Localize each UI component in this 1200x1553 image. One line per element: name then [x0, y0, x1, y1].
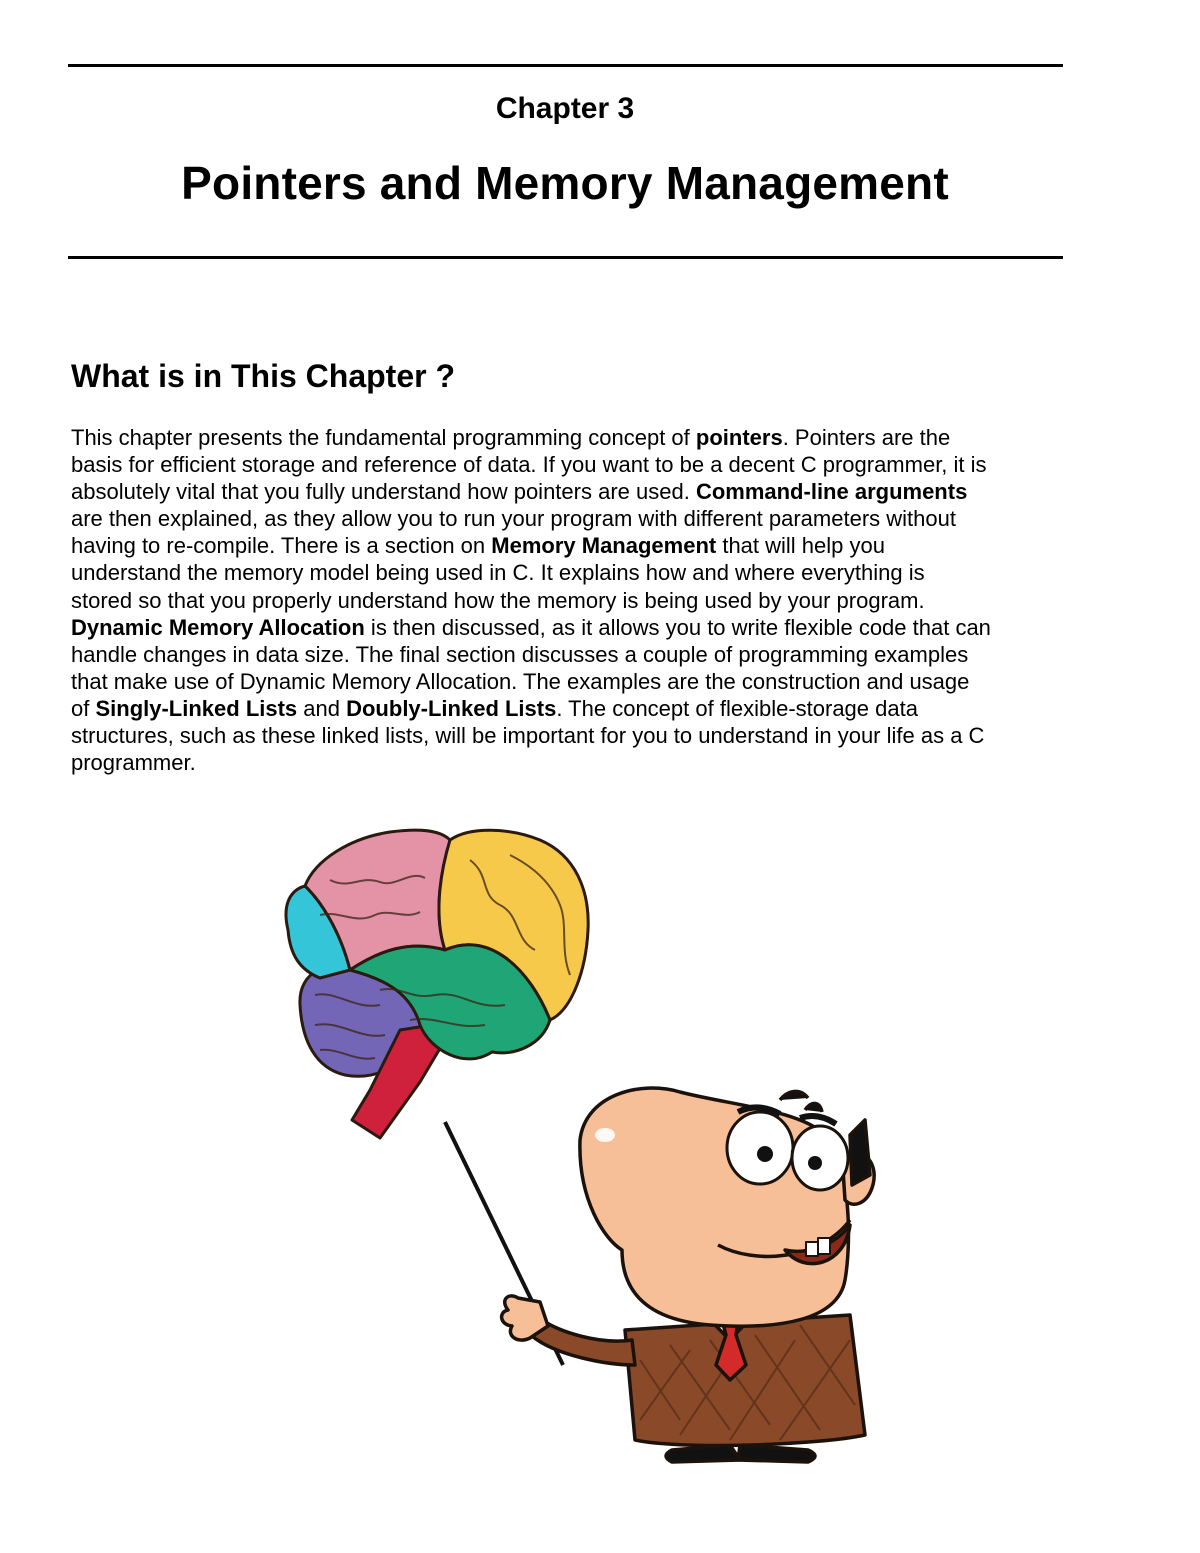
chapter-title: Pointers and Memory Management [181, 157, 949, 209]
text-line: having to re-compile. There is a section on Memory Management that will help you [71, 533, 885, 559]
text-line: that make use of Dynamic Memory Allocation. The examples are the construction and usage [71, 668, 970, 694]
professor-nose-shine [595, 1128, 615, 1142]
text-line: structures, such as these linked lists, will be important for you to understand in your life as a C [71, 723, 985, 749]
professor-icon [502, 1088, 875, 1462]
top-rule [68, 64, 1063, 67]
chapter-label: Chapter 3 [495, 92, 635, 125]
professor-teeth [806, 1242, 818, 1256]
text-line: programmer. [71, 750, 196, 776]
text-line: absolutely vital that you fully understand how pointers are used. Command-line arguments [71, 479, 968, 505]
text-line: stored so that you properly understand how the memory is being used by your program. [71, 587, 925, 613]
text-line: This chapter presents the fundamental programming concept of pointers. Pointers are the [71, 425, 951, 450]
text-line: are then explained, as they allow you to run your program with different parameters without [71, 506, 956, 532]
professor-brain-illustration [260, 820, 900, 1470]
text-line: basis for efficient storage and reference of data. If you want to be a decent C programmer, it is [71, 452, 987, 478]
text-line: of Singly-Linked Lists and Doubly-Linked Lists. The concept of flexible-storage data [71, 695, 918, 721]
text-line: handle changes in data size. The final section discusses a couple of programming examples [71, 641, 969, 667]
text-line: Dynamic Memory Allocation is then discussed, as it allows you to write flexible code that can [71, 614, 991, 640]
bottom-rule [68, 256, 1063, 259]
text-line: understand the memory model being used in C. It explains how and where everything is [71, 560, 925, 586]
professor-vest [625, 1315, 865, 1445]
brain-icon [286, 830, 588, 1138]
professor-head [580, 1088, 849, 1326]
section-heading: What is in This Chapter ? [71, 358, 456, 394]
intro-paragraph [71, 424, 1071, 776]
